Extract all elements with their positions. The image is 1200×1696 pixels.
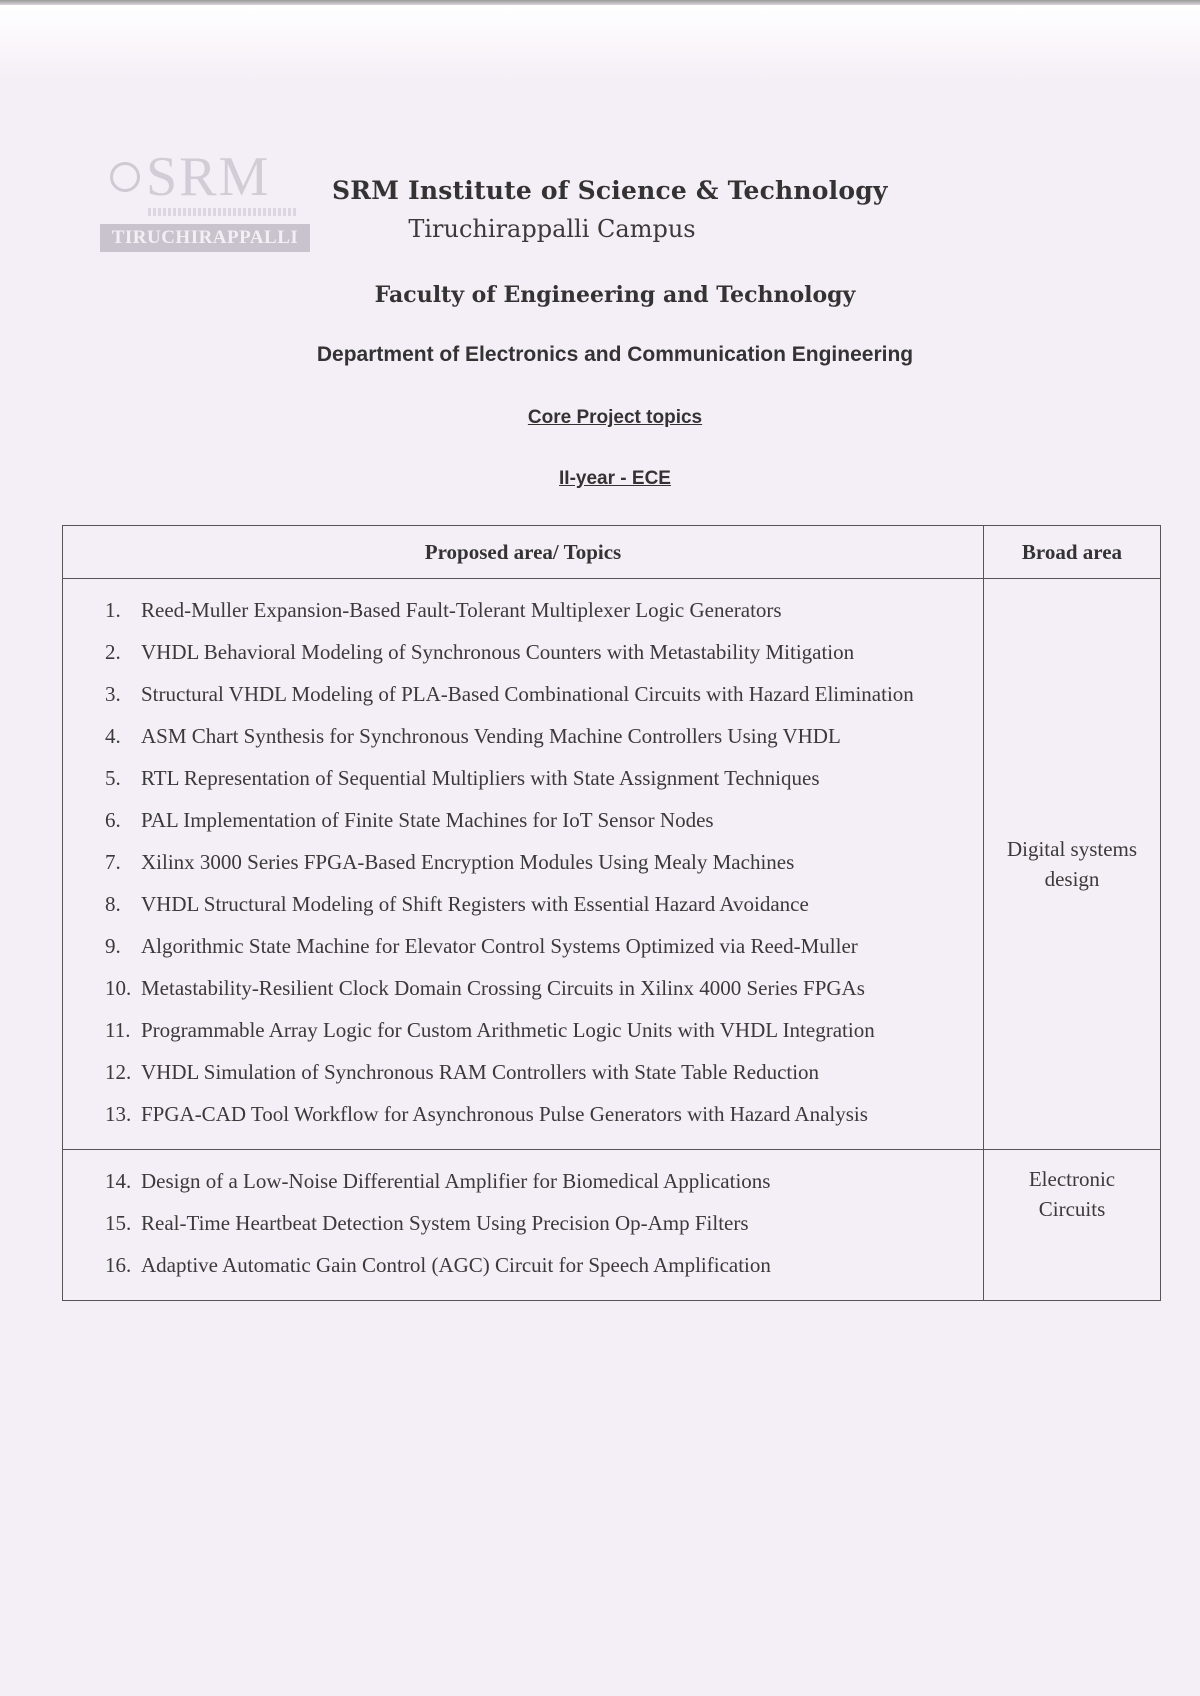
topic-number: 8. bbox=[105, 892, 121, 916]
list-item bbox=[105, 883, 973, 925]
list-item bbox=[105, 1202, 973, 1244]
topic-text: Adaptive Automatic Gain Control (AGC) Circuit for Speech Amplification bbox=[141, 1253, 771, 1277]
topic-number: 13. bbox=[105, 1102, 132, 1126]
logo-tagline bbox=[148, 208, 298, 216]
table-row bbox=[63, 1150, 1161, 1301]
topic-number: 9. bbox=[105, 934, 121, 958]
list-item bbox=[105, 589, 973, 631]
department-name: Department of Electronics and Communication Engineering bbox=[316, 343, 914, 366]
topics-list bbox=[105, 589, 973, 1135]
list-item bbox=[105, 967, 973, 1009]
table-body bbox=[63, 579, 1161, 1301]
list-item bbox=[105, 925, 973, 967]
topics-cell bbox=[63, 1150, 984, 1301]
list-item bbox=[105, 1093, 973, 1135]
srm-logo bbox=[100, 148, 310, 256]
list-item bbox=[105, 1160, 973, 1202]
faculty-name: Faculty of Engineering and Technology bbox=[374, 282, 856, 308]
section-title: Core Project topics bbox=[527, 407, 703, 428]
list-item bbox=[105, 673, 973, 715]
topic-number: 1. bbox=[105, 598, 121, 622]
topics-list bbox=[105, 1160, 973, 1286]
broad-area-cell bbox=[984, 1150, 1161, 1301]
list-item bbox=[105, 841, 973, 883]
topic-text: Algorithmic State Machine for Elevator Control Systems Optimized via Reed-Muller bbox=[141, 934, 858, 958]
table-row bbox=[63, 579, 1161, 1150]
topic-text: FPGA-CAD Tool Workflow for Asynchronous Pulse Generators with Hazard Analysis bbox=[141, 1102, 868, 1126]
topic-text: ASM Chart Synthesis for Synchronous Vending Machine Controllers Using VHDL bbox=[141, 724, 841, 748]
topic-text: Xilinx 3000 Series FPGA-Based Encryption Modules Using Mealy Machines bbox=[141, 850, 795, 874]
list-item bbox=[105, 799, 973, 841]
topic-number: 15. bbox=[105, 1211, 132, 1235]
list-item bbox=[105, 1244, 973, 1286]
logo-wordmark: SRM bbox=[146, 146, 271, 208]
topic-number: 12. bbox=[105, 1060, 132, 1084]
topic-text: Design of a Low-Noise Differential Amplifier for Biomedical Applications bbox=[141, 1169, 771, 1193]
table-header-row bbox=[63, 526, 1161, 579]
topic-text: VHDL Behavioral Modeling of Synchronous Counters with Metastability Mitigation bbox=[141, 640, 855, 664]
topic-text: PAL Implementation of Finite State Machines for IoT Sensor Nodes bbox=[141, 808, 714, 832]
logo-campus-band: TIRUCHIRAPPALLI bbox=[100, 224, 310, 252]
topic-number: 10. bbox=[105, 976, 132, 1000]
broad-area-cell bbox=[984, 579, 1161, 1150]
topic-number: 14. bbox=[105, 1169, 132, 1193]
topic-text: Real-Time Heartbeat Detection System Using Precision Op-Amp Filters bbox=[141, 1211, 749, 1235]
topic-text: VHDL Structural Modeling of Shift Registers with Essential Hazard Avoidance bbox=[141, 892, 809, 916]
topic-text: Structural VHDL Modeling of PLA-Based Combinational Circuits with Hazard Elimination bbox=[141, 682, 914, 706]
header-topics: Proposed area/ Topics bbox=[63, 526, 984, 579]
topics-cell bbox=[63, 579, 984, 1150]
institution-name: SRM Institute of Science & Technology bbox=[332, 176, 888, 205]
page-top-margin bbox=[0, 5, 1200, 85]
topic-text: Programmable Array Logic for Custom Arithmetic Logic Units with VHDL Integration bbox=[141, 1018, 875, 1042]
topic-number: 16. bbox=[105, 1253, 132, 1277]
topic-text: VHDL Simulation of Synchronous RAM Controllers with State Table Reduction bbox=[141, 1060, 820, 1084]
list-item bbox=[105, 715, 973, 757]
broad-area-label: Digital systems design bbox=[1006, 837, 1138, 891]
topic-number: 11. bbox=[105, 1018, 131, 1042]
campus-name: Tiruchirappalli Campus bbox=[408, 215, 696, 243]
logo-emblem-icon bbox=[110, 162, 140, 192]
list-item bbox=[105, 1009, 973, 1051]
topic-number: 2. bbox=[105, 640, 121, 664]
topics-table bbox=[62, 525, 1161, 1301]
list-item bbox=[105, 1051, 973, 1093]
topic-number: 7. bbox=[105, 850, 121, 874]
list-item bbox=[105, 631, 973, 673]
topic-number: 5. bbox=[105, 766, 121, 790]
topic-number: 6. bbox=[105, 808, 121, 832]
topic-text: RTL Representation of Sequential Multipliers with State Assignment Techniques bbox=[141, 766, 820, 790]
broad-area-label: Electronic Circuits bbox=[1028, 1167, 1116, 1221]
topic-text: Metastability-Resilient Clock Domain Crossing Circuits in Xilinx 4000 Series FPGAs bbox=[141, 976, 865, 1000]
header-broad-area: Broad area bbox=[984, 526, 1161, 579]
year-label: II-year - ECE bbox=[559, 468, 671, 489]
list-item bbox=[105, 757, 973, 799]
topic-number: 4. bbox=[105, 724, 121, 748]
topic-number: 3. bbox=[105, 682, 121, 706]
topic-text: Reed-Muller Expansion-Based Fault-Tolerant Multiplexer Logic Generators bbox=[141, 598, 782, 622]
